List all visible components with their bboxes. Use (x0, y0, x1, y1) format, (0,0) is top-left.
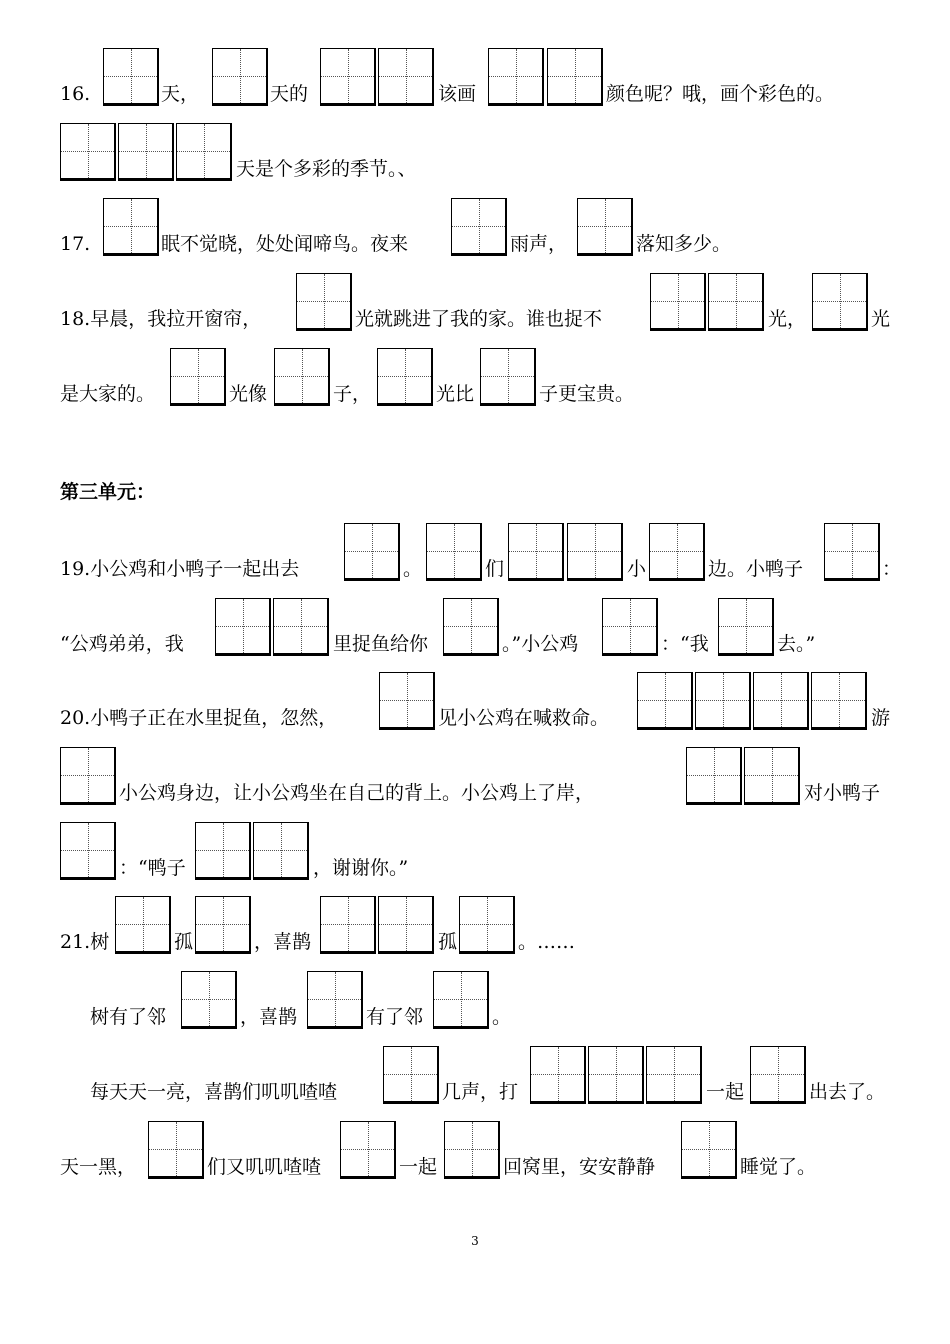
text: “公鸡弟弟，我 (60, 633, 184, 655)
answer-cell[interactable] (212, 48, 268, 106)
text: 见小公鸡在喊救命。 (438, 707, 610, 729)
text: 子， (333, 383, 372, 405)
answer-cell[interactable] (148, 1121, 204, 1179)
text: 孤 (174, 931, 194, 953)
answer-cell[interactable] (377, 348, 433, 406)
text: 去。” (777, 633, 816, 655)
answer-cell[interactable] (253, 822, 309, 880)
answer-cell[interactable] (274, 348, 330, 406)
text: ，喜鹊 (240, 1006, 298, 1028)
answer-cell[interactable] (383, 1046, 439, 1104)
text: 是大家的。 (60, 383, 156, 405)
answer-cell[interactable] (488, 48, 544, 106)
text: 游 (871, 707, 891, 729)
answer-cell[interactable] (444, 1121, 500, 1179)
text: 。”小公鸡 (502, 633, 579, 655)
answer-cell[interactable] (176, 123, 232, 181)
text: 光就跳进了我的家。谁也捉不 (355, 308, 603, 330)
answer-cell[interactable] (824, 523, 880, 581)
answer-cell[interactable] (378, 48, 434, 106)
text: 出去了。 (809, 1081, 886, 1103)
text: 孤 (438, 931, 458, 953)
answer-cell[interactable] (344, 523, 400, 581)
text: 眠不觉晓，处处闻啼鸟。夜来 (161, 233, 409, 255)
text: 颜色呢？哦，画个彩色的。 (606, 83, 835, 105)
text: 落知多少。 (636, 233, 732, 255)
text: 雨声， (510, 233, 568, 255)
answer-cell[interactable] (307, 971, 363, 1029)
text: 光 (871, 308, 891, 330)
answer-cell[interactable] (451, 198, 507, 256)
answer-cell[interactable] (646, 1046, 702, 1104)
text: 20.小鸭子正在水里捉鱼，忽然， (60, 707, 338, 729)
text: 21.树 (60, 931, 110, 953)
answer-cell[interactable] (118, 123, 174, 181)
page-number: 3 (471, 1234, 479, 1248)
text: 18.早晨，我拉开窗帘， (60, 308, 262, 330)
question-number: 17. (60, 233, 91, 255)
text: ： (882, 558, 902, 580)
answer-cell[interactable] (195, 822, 251, 880)
answer-cell[interactable] (426, 523, 482, 581)
text: 光像 (229, 383, 268, 405)
answer-cell[interactable] (681, 1121, 737, 1179)
text: 。…… (518, 931, 576, 953)
answer-cell[interactable] (320, 48, 376, 106)
text: 天是个多彩的季节。、 (236, 158, 417, 180)
text: 天一黑， (60, 1156, 137, 1178)
answer-cell[interactable] (649, 523, 705, 581)
answer-cell[interactable] (170, 348, 226, 406)
answer-cell[interactable] (753, 672, 809, 730)
answer-cell[interactable] (650, 273, 706, 331)
answer-cell[interactable] (588, 1046, 644, 1104)
text: 回窝里，安安静静 (503, 1156, 656, 1178)
text: 有了邻 (366, 1006, 424, 1028)
answer-cell[interactable] (443, 598, 499, 656)
answer-cell[interactable] (273, 598, 329, 656)
answer-cell[interactable] (530, 1046, 586, 1104)
text: 19.小公鸡和小鸭子一起出去 (60, 558, 300, 580)
answer-cell[interactable] (811, 672, 867, 730)
answer-cell[interactable] (103, 48, 159, 106)
answer-cell[interactable] (379, 672, 435, 730)
text: 天的 (270, 83, 309, 105)
text: 几声，打 (442, 1081, 519, 1103)
answer-cell[interactable] (695, 672, 751, 730)
answer-cell[interactable] (181, 971, 237, 1029)
text: 一起 (399, 1156, 438, 1178)
text: 子更宝贵。 (539, 383, 635, 405)
answer-cell[interactable] (103, 198, 159, 256)
answer-cell[interactable] (60, 747, 116, 805)
answer-cell[interactable] (686, 747, 742, 805)
answer-cell[interactable] (718, 598, 774, 656)
text: 一起 (706, 1081, 745, 1103)
answer-cell[interactable] (744, 747, 800, 805)
text: 睡觉了。 (740, 1156, 817, 1178)
text: 。 (403, 558, 423, 580)
text: 树有了邻 (90, 1006, 167, 1028)
answer-cell[interactable] (577, 198, 633, 256)
answer-cell[interactable] (602, 598, 658, 656)
answer-cell[interactable] (459, 896, 515, 954)
text: 里捉鱼给你 (333, 633, 429, 655)
answer-cell[interactable] (60, 123, 116, 181)
answer-cell[interactable] (750, 1046, 806, 1104)
answer-cell[interactable] (637, 672, 693, 730)
question-number: 16. (60, 83, 91, 105)
answer-cell[interactable] (567, 523, 623, 581)
text: 对小鸭子 (804, 782, 881, 804)
unit-heading: 第三单元： (60, 481, 156, 503)
text: 光， (768, 308, 807, 330)
answer-cell[interactable] (508, 523, 564, 581)
text: 边。小鸭子 (708, 558, 804, 580)
answer-cell[interactable] (480, 348, 536, 406)
text: 该画 (438, 83, 477, 105)
answer-cell[interactable] (320, 896, 376, 954)
text: 光比 (436, 383, 475, 405)
text: 们 (485, 558, 505, 580)
text: ，谢谢你。” (313, 857, 409, 879)
answer-cell[interactable] (708, 273, 764, 331)
answer-cell[interactable] (340, 1121, 396, 1179)
answer-cell[interactable] (195, 896, 251, 954)
answer-cell[interactable] (378, 896, 434, 954)
answer-cell[interactable] (115, 896, 171, 954)
text: 每天天一亮，喜鹊们叽叽喳喳 (90, 1081, 338, 1103)
answer-cell[interactable] (215, 598, 271, 656)
text: 小 (627, 558, 647, 580)
text: 。 (492, 1006, 512, 1028)
text: ，喜鹊 (254, 931, 312, 953)
answer-cell[interactable] (433, 971, 489, 1029)
text: ：“鸭子 (119, 857, 186, 879)
answer-cell[interactable] (547, 48, 603, 106)
answer-cell[interactable] (60, 822, 116, 880)
text: 小公鸡身边，让小公鸡坐在自己的背上。小公鸡上了岸， (119, 782, 595, 804)
answer-cell[interactable] (296, 273, 352, 331)
text: 们又叽叽喳喳 (207, 1156, 322, 1178)
text: 天， (161, 83, 200, 105)
answer-cell[interactable] (812, 273, 868, 331)
text: ：“我 (661, 633, 709, 655)
